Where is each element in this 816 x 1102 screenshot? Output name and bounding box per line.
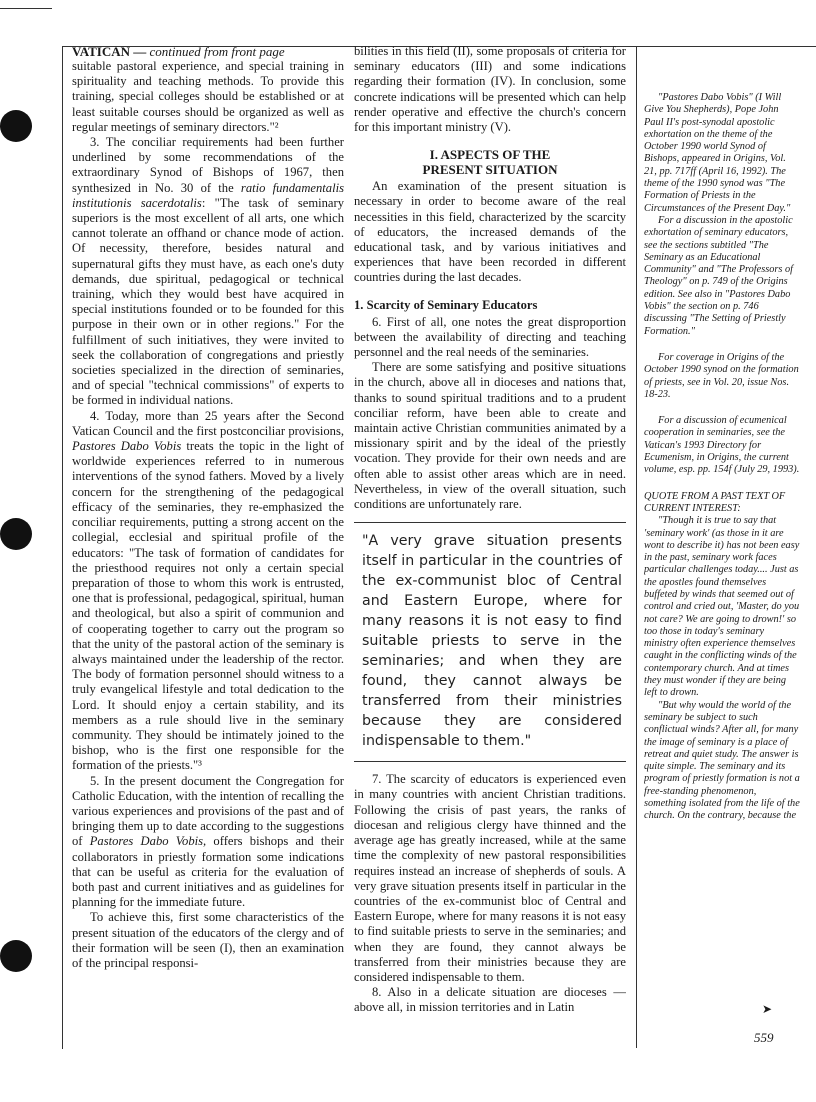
sidebar-note-4: For a discussion of ecumenical cooperation in seminaries, see the Vatican's 1993 Directory for Ecumenism, in Origins, the current volume, esp. pp. 154f (July 29, 1993).	[644, 415, 800, 476]
p5-italic: Pastores Dabo Vobis,	[89, 834, 207, 849]
paragraph-continued: bilities in this field (II), some proposals of criteria for seminary educators (III) and some indications regarding their formation (IV). In conclusion, some concrete indications will be presented which can help render operative and effective the church's concern for this important ministry (V).	[354, 44, 626, 135]
sidebar-notes	[644, 92, 800, 1102]
p3-text-b: : "The task of seminary superiors is the most excellent of all arts, one which cannot tolerate an offhand or chance mode of action. Of necessity, therefore, besides natural and supernatural gifts they must have, as each one's duty demands, due spiritual, pedagogical or technical training, which they would best have acquired in special institutions founded or to be founded for this purpose in their own or in other regions." For the fulfillment of such initiatives, they were invited to seek the collaboration of congregations and priestly societies specialized in the direction of seminaries, and of special "technical commissions" of experts to be formed in individual nations.	[72, 195, 344, 408]
punch-hole-middle	[0, 518, 32, 550]
page-number: 559	[754, 1030, 774, 1045]
pull-quote: "A very grave situation presents itself in particular in the countries of the ex-communist bloc of Central and Eastern Europe, where for many reasons it is not easy to find suitable priests to serve in the seminaries; and when they are found, they cannot always be transferred from their ministries because they are considered indispensable to them."	[354, 522, 626, 762]
continue-arrow-icon: ➤	[762, 1002, 773, 1016]
sidebar-quote-1: "Though it is true to say that 'seminary work' (as those in it are wont to describe it) has not been easy in the past, seminary work faces particular challenges today.... Just as the apostles found themselves buffeted by winds that seemed out of control and cried out, 'Master, do you not care? We are going to drown!' so too those in today's seminary ministry often experience themselves caught in the conflicting winds of the contemporary church. And at times they must wonder if they are being left to drown.	[644, 515, 800, 699]
sidebar-spacer	[644, 477, 800, 491]
sidebar-note-2: For a discussion in the apostolic exhortation of seminary educators, see the sections subtitled "The Seminary as an Educational Community" and "The Professors of Theology" on p. 749 of the Origins edition. See also in "Pastores Dabo Vobis" the section on p. 746 discussing "The Setting of Priestly Formation."	[644, 214, 793, 337]
punch-hole-top	[0, 110, 32, 142]
top-rule	[0, 8, 52, 9]
continuation-header	[72, 44, 344, 59]
p4-italic: Pastores Dabo Vobis	[72, 439, 182, 454]
paragraph-4	[72, 409, 344, 774]
paragraph-6: 6. First of all, one notes the great disproportion between the availability of directing and teaching personnel and the real needs of the seminaries.	[354, 314, 626, 360]
sidebar-note-1: "Pastores Dabo Vobis" (I Will Give You Shepherds), Pope John Paul II's post-synodal apostolic exhortation on the theme of the October 1990 world Synod of Bishops, appeared in Origins, Vol. 21, pp. 717ff (April 16, 1992). The theme of the 1990 synod was "The Formation of Priests in the Circumstances of the Present Day."	[644, 92, 791, 214]
punch-hole-bottom	[0, 940, 32, 972]
paragraph-7: 7. The scarcity of educators is experienced even in many countries with ancient Christian traditions. Following the crisis of past years, the ranks of diocesan and religious clergy have thinned and the average age has greatly increased, while at the same time the complexity of new pastoral responsibilities requires instead an increase of shepherds of souls. A very grave situation presents itself in particular in the countries of the ex-communist bloc of Central and Eastern Europe, where for many reasons it is not easy to find suitable priests to serve in the seminaries; and when they are found, they cannot always be transferred from their ministries because they are considered indispensable to them.	[354, 772, 626, 984]
column-left	[72, 44, 344, 1054]
section-heading	[354, 147, 626, 177]
p5-text-b: offers bishops and their collaborators in priestly formation some indications that can be useful as criteria for the evaluation of both past and current initiatives and as guidelines for planning for the immediate future.	[72, 834, 344, 910]
sidebar-quote-heading: QUOTE FROM A PAST TEXT OF CURRENT INTEREST:	[644, 490, 786, 514]
paragraph-6-left: To achieve this, first some characteristics of the present situation of the educators of the clergy and of their formation will be seen (I), then an examination of the principal responsi-	[72, 910, 344, 970]
paragraph-3	[72, 135, 344, 409]
subheading-scarcity: 1. Scarcity of Seminary Educators	[354, 297, 538, 312]
sidebar-spacer	[644, 338, 800, 352]
section-heading-line2: PRESENT SITUATION	[422, 162, 558, 178]
p4-text-b: treats the topic in the light of worldwide experiences referred to in numerous interventions of the synod fathers. Moved by a lively concern for the strengthening of the pedagogical efficacy of the seminaries, they re-emphasized the conciliar requirements, putting a strong accent on the collegial, ecclesial and spiritual profile of the educators: "The task of formation of candidates for the priesthood requires not only a certain special preparation of those to whom this work is entrusted, one that is professional, pedagogical, spiritual, human and theological, but also a spirit of communion and of cooperating together to carry out the program so that the unity of the pastoral action of the seminary is always maintained under the leadership of the rector. The body of formation personnel should witness to a truly evangelical lifestyle and total dedication to the Lord. It should enjoy a certain stability, and its members as a rule should live in the seminary community. They should be intimately joined to the bishop, who is the first one responsible for the formation of the priests."³	[72, 439, 344, 773]
p4-text-a: 4. Today, more than 25 years after the Second Vatican Council and the first postconciliar provisions,	[72, 408, 344, 438]
p3-text-a: 3. The conciliar requirements had been further underlined by some recommendations of the extraordinary Synod of Bishops of 1967, then synthesized in No. 30 of the	[72, 135, 344, 195]
p3-italic: ratio fundamentalis institutionis sacerdotalis	[72, 180, 344, 210]
header-dash: —	[133, 44, 147, 59]
sidebar-divider	[636, 46, 637, 1048]
paragraph-5	[72, 774, 344, 911]
header-title: VATICAN	[72, 44, 131, 59]
p5-text-a: 5. In the present document the Congregation for Catholic Education, with the intention of recalling the various experiences and provisions of the past and of bringing them up to date according to the suggestions of	[72, 773, 344, 849]
paragraph-8: 8. Also in a delicate situation are dioceses — above all, in mission territories and in Latin	[354, 985, 626, 1015]
paragraph-examination: An examination of the present situation is necessary in order to become aware of the real necessities in this field, characterized by the scarcity of educators, the increased demands of the educational task, and by various initiatives and experiences that have been recorded in different countries during the last decades.	[354, 179, 626, 285]
paragraph-intro: suitable pastoral experience, and special training in spirituality and teaching methods. To provide this training, special colleges should be established or at least suitable courses should be organized as well as regular meetings of seminary directors."²	[72, 59, 344, 134]
section-heading-line1: I. ASPECTS OF THE	[429, 147, 551, 163]
column-middle	[354, 44, 626, 1054]
sidebar-note-3: For coverage in Origins of the October 1990 synod on the formation of priests, see in Vol. 20, issue Nos. 18-23.	[644, 351, 799, 400]
sidebar-quote-2: "But why would the world of the seminary be subject to such conflictual winds? After all, for many the image of seminary is a place of retreat and quiet study. The answer is quite simple. The seminary and its program of priestly formation is not a free-standing phenomenon, something isolated from the life of the church. On the contrary, because the	[644, 699, 800, 822]
header-continued: continued from front page	[149, 44, 285, 59]
sidebar-spacer	[644, 401, 800, 415]
paragraph-satisfying: There are some satisfying and positive situations in the church, above all in dioceses and nations that, thanks to sound spiritual traditions and to a prudent conciliar reform, have been able to create and maintain active Christian communities animated by a missionary spirit and by the ideal of the priestly vocation. They provide for their own needs and are often able to assist other areas which are in need. Nevertheless, in view of the overall situation, such conditions are unfortunately rare.	[354, 360, 626, 512]
